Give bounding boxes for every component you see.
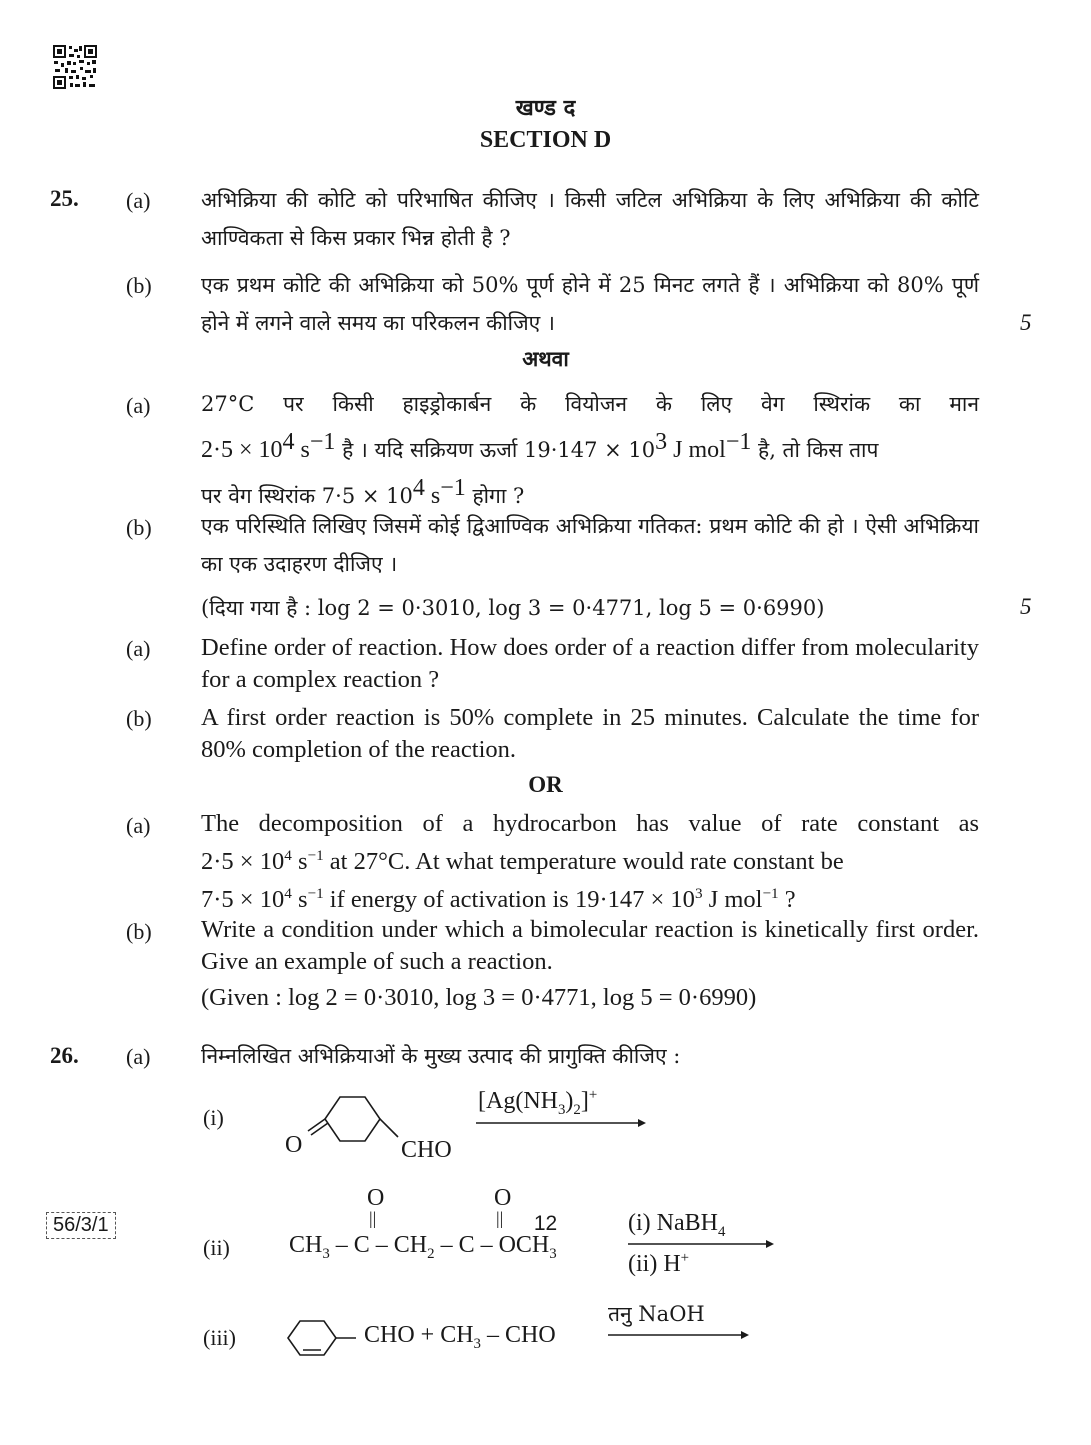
reaction-arrow [626, 1238, 776, 1250]
reactant-iii-formula: CHO + $CH_3$ – CHO [364, 1322, 556, 1352]
aldehyde-bond [380, 1119, 398, 1137]
carbonyl-oxygen: O [367, 1185, 385, 1211]
double-bond: || [369, 1208, 377, 1228]
part-label: (b) [126, 706, 152, 731]
part-label: (a) [126, 188, 151, 213]
q25-hindi-part-a: अभिक्रिया की कोटि को परिभाषित कीजिए । किसी जटिल अभिक्रिया के लिए अभिक्रिया की कोटि आण्विकता से किस प्रकार भिन्न होती है ? [201, 188, 979, 250]
q25-hindi-part-b: एक प्रथम कोटि की अभिक्रिया को 50% पूर्ण होने में 25 मिनट लगते हैं । अभिक्रिया को 80% पूर्ण होने में लगने वाले समय का परिकलन कीजिए । [201, 273, 979, 335]
aldehyde-group: CHO [401, 1137, 452, 1163]
q25-english-or-part-b: Write a condition under which a bimolecular reaction is kinetically first order. Give an example of such a reaction. [201, 916, 979, 975]
part-label: (b) [126, 919, 152, 944]
reaction-label-iii: (iii) [203, 1325, 236, 1350]
section-title-english: SECTION D [479, 127, 612, 153]
part-label: (a) [126, 1044, 151, 1069]
part-label: (b) [126, 515, 152, 540]
marks: 5 [1020, 594, 1032, 619]
reactant-ii-formula: $CH_3$ – C – $CH_2$ – C – $OCH_3$ [289, 1232, 557, 1262]
q26-hindi-part-a: निम्नलिखित अभिक्रियाओं के मुख्य उत्पाद की प्रागुक्ति कीजिए : [201, 1044, 681, 1068]
text-line: $2\cdot 5 \times 10^4$ $s^{-1}$ है । यदि सक्रियण ऊर्जा $19\cdot 147 \times 10^3$ J mol$^{-1}$ है, तो किस ताप [201, 429, 879, 463]
text-line: The decomposition of a hydrocarbon has value of rate constant as [201, 810, 979, 837]
q25-hindi-given-values: (दिया गया है : log 2 = 0·3010, log 3 = 0·4771, log 5 = 0·6990) [201, 596, 825, 620]
q25-english-or-part-a [201, 808, 979, 916]
reagent-ii-step-1: (i) NaBH$_4$ [628, 1210, 726, 1240]
reaction-arrow [606, 1329, 751, 1341]
q25-english-part-a: Define order of reaction. How does order of a reaction differ from molecularity for a complex reaction ? [201, 634, 979, 693]
cyclohexanone-ring-icon [325, 1097, 380, 1141]
double-bond: || [496, 1208, 504, 1228]
reagent-tollens: $[Ag(NH_3)_2]^+$ [478, 1087, 598, 1118]
text-line: $2\cdot 5 \times 10^4$ $s^{-1}$ at 27°C. At what temperature would rate constant be [201, 847, 844, 876]
question-number-25: 25. [50, 186, 79, 211]
part-label: (b) [126, 273, 152, 298]
reagent-dilute-naoh: तनु NaOH [608, 1302, 705, 1326]
q25-english-given-values: (Given : log 2 = 0·3010, log 3 = 0·4771, log 5 = 0·6990) [201, 984, 757, 1011]
or-separator-english: OR [528, 772, 563, 797]
q25-hindi-or-part-a [201, 385, 979, 515]
part-label: (a) [126, 393, 151, 418]
text-line: पर वेग स्थिरांक $7\cdot 5 \times 10^4$ $s^{-1}$ होगा ? [201, 475, 525, 509]
ketone-oxygen: O [285, 1132, 303, 1158]
or-separator-hindi: अथवा [522, 346, 569, 371]
reaction-label-ii: (ii) [203, 1235, 230, 1260]
part-label: (a) [126, 636, 151, 661]
paper-code: 56/3/1 [46, 1212, 116, 1239]
carbonyl-bond [308, 1119, 325, 1131]
qr-code [52, 44, 98, 90]
text-line: 27°C पर किसी हाइड्रोकार्बन के वियोजन के लिए वेग स्थिरांक का मान [201, 392, 979, 416]
q25-english-part-b: A first order reaction is 50% complete in 25 minutes. Calculate the time for 80% completion of the reaction. [201, 704, 979, 763]
page-number: 12 [533, 1212, 558, 1235]
reagent-ii-step-2: (ii) H+ [628, 1250, 690, 1277]
carbonyl-oxygen: O [494, 1185, 512, 1211]
part-label: (a) [126, 813, 151, 838]
section-title-hindi: खण्ड द [515, 95, 576, 121]
arrow-head-icon [638, 1119, 646, 1127]
reaction-i-scheme [284, 1085, 664, 1170]
reaction-label-i: (i) [203, 1105, 224, 1130]
carbonyl-bond [311, 1123, 328, 1135]
benzene-ring-icon [272, 1313, 362, 1363]
text-line: $7\cdot 5 \times 10^4$ $s^{-1}$ if energy of activation is $19\cdot 147 \times 10^3$ J mol$^{-1}$ ? [201, 885, 796, 914]
q25-hindi-or-part-b: एक परिस्थिति लिखिए जिसमें कोई द्विआण्विक अभिक्रिया गतिकत: प्रथम कोटि की हो । ऐसी अभिक्रिया का एक उदाहरण दीजिए । [201, 514, 979, 576]
question-number-26: 26. [50, 1043, 79, 1068]
marks: 5 [1020, 310, 1032, 335]
